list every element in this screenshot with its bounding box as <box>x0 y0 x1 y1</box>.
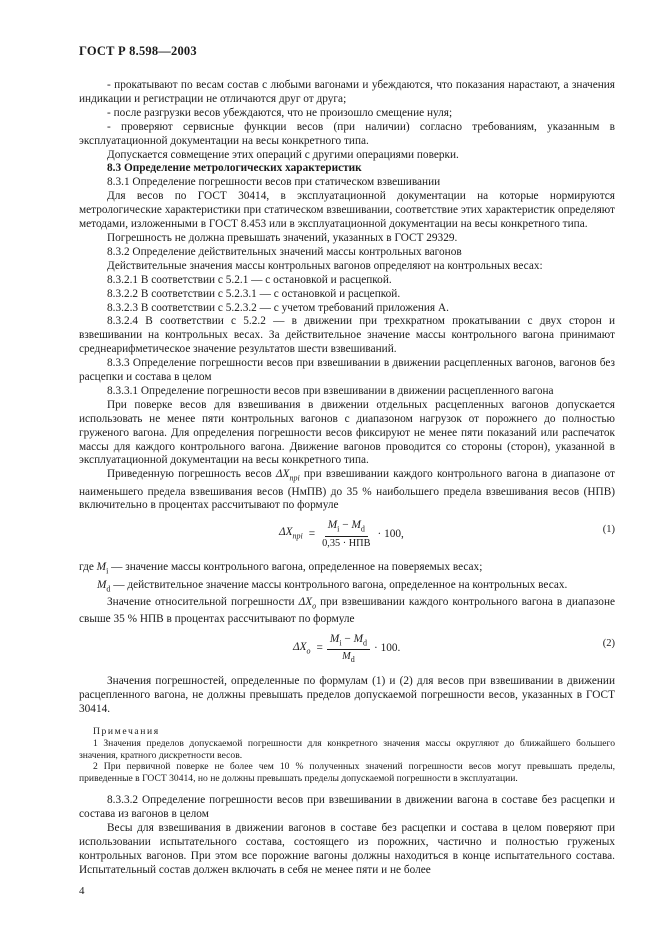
paragraph-limit: Погрешность не должна превышать значений, указанных в ГОСТ 29329. <box>107 231 458 244</box>
note-1: 1 Значения пределов допускаемой погрешности для конкретного значения массы округляют до ближайшего большего значения, кратного дискретности весов. <box>79 738 615 761</box>
clause-8-3-2-4: 8.3.2.4 В соответствии с 5.2.2 — в движении при трехкратном прокатывании с двух сторон и взвешивании на контрольных весах. За действительное значение массы контрольного вагона принимают среднеарифметическое значение результатов шести взвешиваний. <box>79 315 615 356</box>
clause-8-3-2-3: 8.3.2.3 В соответствии с 5.2.3.2 — с учетом требований приложения А. <box>107 301 449 314</box>
clause-8-3-3-1-text: При поверке весов для взвешивания в движении отдельных расцепленных вагонов допускается использовать не менее пяти контрольных вагонов с диапазоном нагрузок от порожнего до полностью груженого вагона. Для определения погрешности весов фиксируют не менее пяти показаний или распечаток массы для каждого контрольного вагона. Движение вагонов проводится со стороны (сторон), указанной в эксплуатационной документации на весы конкретного типа. <box>79 398 615 467</box>
formula-1-fraction: $\frac{M_i - M_d}{\text{0,35 · НПВ}}$ <box>322 519 371 549</box>
notes-block <box>79 726 615 784</box>
section-heading-8-3: 8.3 Определение метрологических характеристик <box>107 162 362 175</box>
clause-8-3-3-2: 8.3.3.2 Определение погрешности весов при взвешивании в движении вагона в составе без расцепки и состава из вагонов в целом <box>79 794 615 821</box>
where-md: $M_d$ — действительное значение массы контрольного вагона, определенное на контрольных весах. <box>97 578 568 593</box>
formula-2 <box>79 631 615 669</box>
formula-1 <box>79 517 615 555</box>
clause-8-3-2-text: Действительные значения массы контрольных вагонов определяют на контрольных весах: <box>107 259 543 272</box>
where-mi: где $M_i$ — значение массы контрольного вагона, определенное на поверяемых весах; <box>79 561 483 576</box>
page-number: 4 <box>79 885 85 897</box>
formula-2-expression: $\Delta X_о$ = $\frac{M_i - M_d}{M_d}$ · 100. <box>293 632 401 665</box>
clause-8-3-2: 8.3.2 Определение действительных значений массы контрольных вагонов <box>107 245 462 258</box>
bullet-1: - прокатывают по весам состав с любыми вагонами и убеждаются, что показания нарастают, а значения индикации и регистрации не отличаются друг от друга; <box>79 79 615 105</box>
clause-8-3-1-text: Для весов по ГОСТ 30414, в эксплуатационной документации на которые нормируются метрологические характеристики при статическом взвешивании, соответствие этих характеристик определяют методами, изложенными в ГОСТ 8.453 или в эксплуатационной документации на весы конкретного типа. <box>79 190 615 231</box>
paragraph-reduced-error <box>79 468 615 513</box>
paragraph-values: Значения погрешностей, определенные по формулам (1) и (2) для весов при взвешивании в движении расцепленного вагона, не должны превышать пределов допускаемой погрешности весов, указанных в ГОСТ 30414. <box>79 674 615 715</box>
clause-8-3-2-2: 8.3.2.2 В соответствии с 5.2.3.1 — с остановкой и расцепкой. <box>107 287 401 300</box>
clause-8-3-3-2-text: Весы для взвешивания в движении вагонов в составе без расцепки и состава в целом поверяют при использовании испытательного состава, состоящего из порожних, частично и полностью груженых контрольных вагонов. При этом все порожние вагоны должны находиться в конце испытательного состава. Испытательный состав должен включать в себя не менее пяти и не более <box>79 822 615 876</box>
bullet-3: - проверяют сервисные функции весов (при наличии) согласно требованиям, указанным в эксплуатационной документации на весы конкретного типа. <box>79 120 615 147</box>
formula-1-number: (1) <box>602 524 615 536</box>
paragraph-relative-error: Значение относительной погрешности $\Delta X_о$ при взвешивании каждого контрольного вагона в диапазоне свыше 35 % НПВ в процентах рассчитывают по формуле <box>79 595 616 625</box>
notes-title: Примечания <box>93 726 160 738</box>
formula-2-number: (2) <box>602 637 615 649</box>
reduced-error-lead: Приведенную погрешность весов <box>107 468 272 481</box>
clause-8-3-2-1: 8.3.2.1 В соответствии с 5.2.1 — с остановкой и расцепкой. <box>107 273 392 286</box>
clause-8-3-3: 8.3.3 Определение погрешности весов при взвешивании в движении расцепленных вагонов, вагонов без расцепки и состава в целом <box>79 357 615 384</box>
reduced-error-rest: при взвешивании каждого контрольного вагона в диапазоне от наименьшего предела взвешивания весов (НмПВ) до 35 % наибольшего предела взвешивания весов (НПВ) включительно в процентах рассчитывают по формуле <box>79 468 615 512</box>
document-body <box>79 79 615 878</box>
clause-8-3-1: 8.3.1 Определение погрешности весов при статическом взвешивании <box>107 176 441 189</box>
bullet-2: - после разгрузки весов убеждаются, что не произошло смещение нуля; <box>107 106 453 119</box>
page-header: ГОСТ Р 8.598—2003 <box>79 44 197 58</box>
formula-1-expression: $\Delta X_{прi}$ = $\frac{M_i - M_d}{\text{0,35 · НПВ}}$ · 100, <box>279 519 404 549</box>
formula-2-fraction: $\frac{M_i - M_d}{M_d}$ <box>327 633 370 666</box>
symbol-delta-x: $\Delta X_{прi}$ <box>275 468 300 483</box>
clause-8-3-3-1: 8.3.3.1 Определение погрешности весов при взвешивании в движении расцепленного вагона <box>107 384 554 397</box>
note-2: 2 При первичной поверке не более чем 10 % полученных значений погрешности весов могут превышать пределы, приведенные в ГОСТ 30414, но не должны превышать пределы допускаемой погрешности в эксплуатации. <box>79 761 615 784</box>
paragraph-combine: Допускается совмещение этих операций с другими операциями поверки. <box>107 148 459 161</box>
